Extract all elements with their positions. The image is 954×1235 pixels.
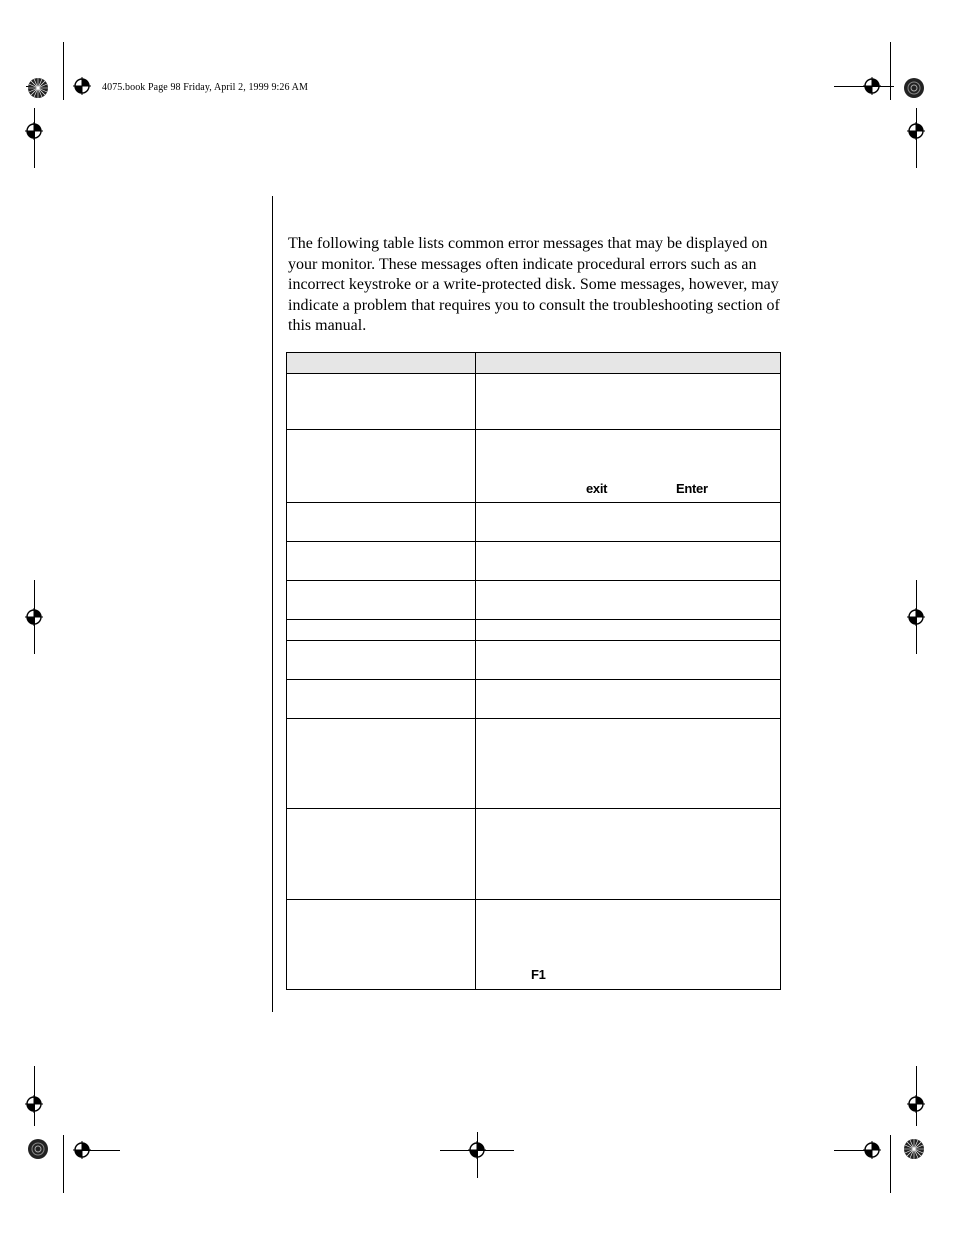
crop-line [63, 1135, 64, 1193]
table-cell-message [287, 719, 476, 809]
table-cell-explanation [476, 680, 781, 719]
table-cell-explanation [476, 374, 781, 430]
intro-paragraph: The following table lists common error messages that may be displayed on your monitor. These messages often indicate procedural errors such as an incorrect keystroke or a write-protected disk. Some messages, however, may indicate a problem that requires you to consult the troubleshooting section of this manual. [288, 235, 780, 335]
table-header-row [287, 353, 781, 374]
crop-line [890, 1135, 891, 1193]
table-cell-explanation [476, 809, 781, 900]
table-cell-message [287, 542, 476, 581]
table-cell-message [287, 809, 476, 900]
table-row [287, 809, 781, 900]
table-cell-message [287, 430, 476, 503]
keyword-enter: Enter [676, 481, 708, 496]
crosshair-registration-icon [73, 1141, 91, 1159]
table-row [287, 620, 781, 641]
table-row [287, 503, 781, 542]
table-cell-message [287, 900, 476, 990]
table-row [287, 430, 781, 503]
column-header-message [287, 353, 476, 374]
table-cell-explanation [476, 719, 781, 809]
table-row [287, 719, 781, 809]
column-header-explanation [476, 353, 781, 374]
table-row [287, 641, 781, 680]
crosshair-registration-icon [25, 608, 43, 626]
starburst-registration-icon [903, 1138, 925, 1160]
error-messages-table [286, 352, 781, 990]
crosshair-registration-icon [468, 1141, 486, 1159]
crosshair-registration-icon [907, 608, 925, 626]
table-cell-message [287, 503, 476, 542]
crop-line [63, 42, 64, 100]
table-row [287, 581, 781, 620]
table-cell-explanation [476, 900, 781, 990]
crosshair-registration-icon [25, 122, 43, 140]
table-cell-message [287, 641, 476, 680]
table-cell-message [287, 680, 476, 719]
starburst-registration-icon [27, 77, 49, 99]
table-cell-message [287, 620, 476, 641]
table-cell-explanation [476, 620, 781, 641]
table-row [287, 542, 781, 581]
table-cell-explanation [476, 542, 781, 581]
table-row [287, 374, 781, 430]
table-cell-explanation [476, 503, 781, 542]
table-cell-explanation [476, 641, 781, 680]
margin-rule [272, 196, 273, 1012]
table-row [287, 900, 781, 990]
crosshair-registration-icon [73, 77, 91, 95]
print-header-stamp: 4075.book Page 98 Friday, April 2, 1999 9:26 AM [102, 82, 308, 93]
starburst-registration-icon [27, 1138, 49, 1160]
crop-line [890, 42, 891, 100]
table-cell-explanation [476, 581, 781, 620]
table-cell-message [287, 374, 476, 430]
keyword-exit: exit [586, 481, 608, 496]
crosshair-registration-icon [863, 1141, 881, 1159]
table-row [287, 680, 781, 719]
table-cell-explanation [476, 430, 781, 503]
crosshair-registration-icon [907, 1095, 925, 1113]
keyword-f1: F1 [531, 967, 546, 982]
crosshair-registration-icon [25, 1095, 43, 1113]
table-cell-message [287, 581, 476, 620]
crosshair-registration-icon [907, 122, 925, 140]
starburst-registration-icon [903, 77, 925, 99]
crosshair-registration-icon [863, 77, 881, 95]
